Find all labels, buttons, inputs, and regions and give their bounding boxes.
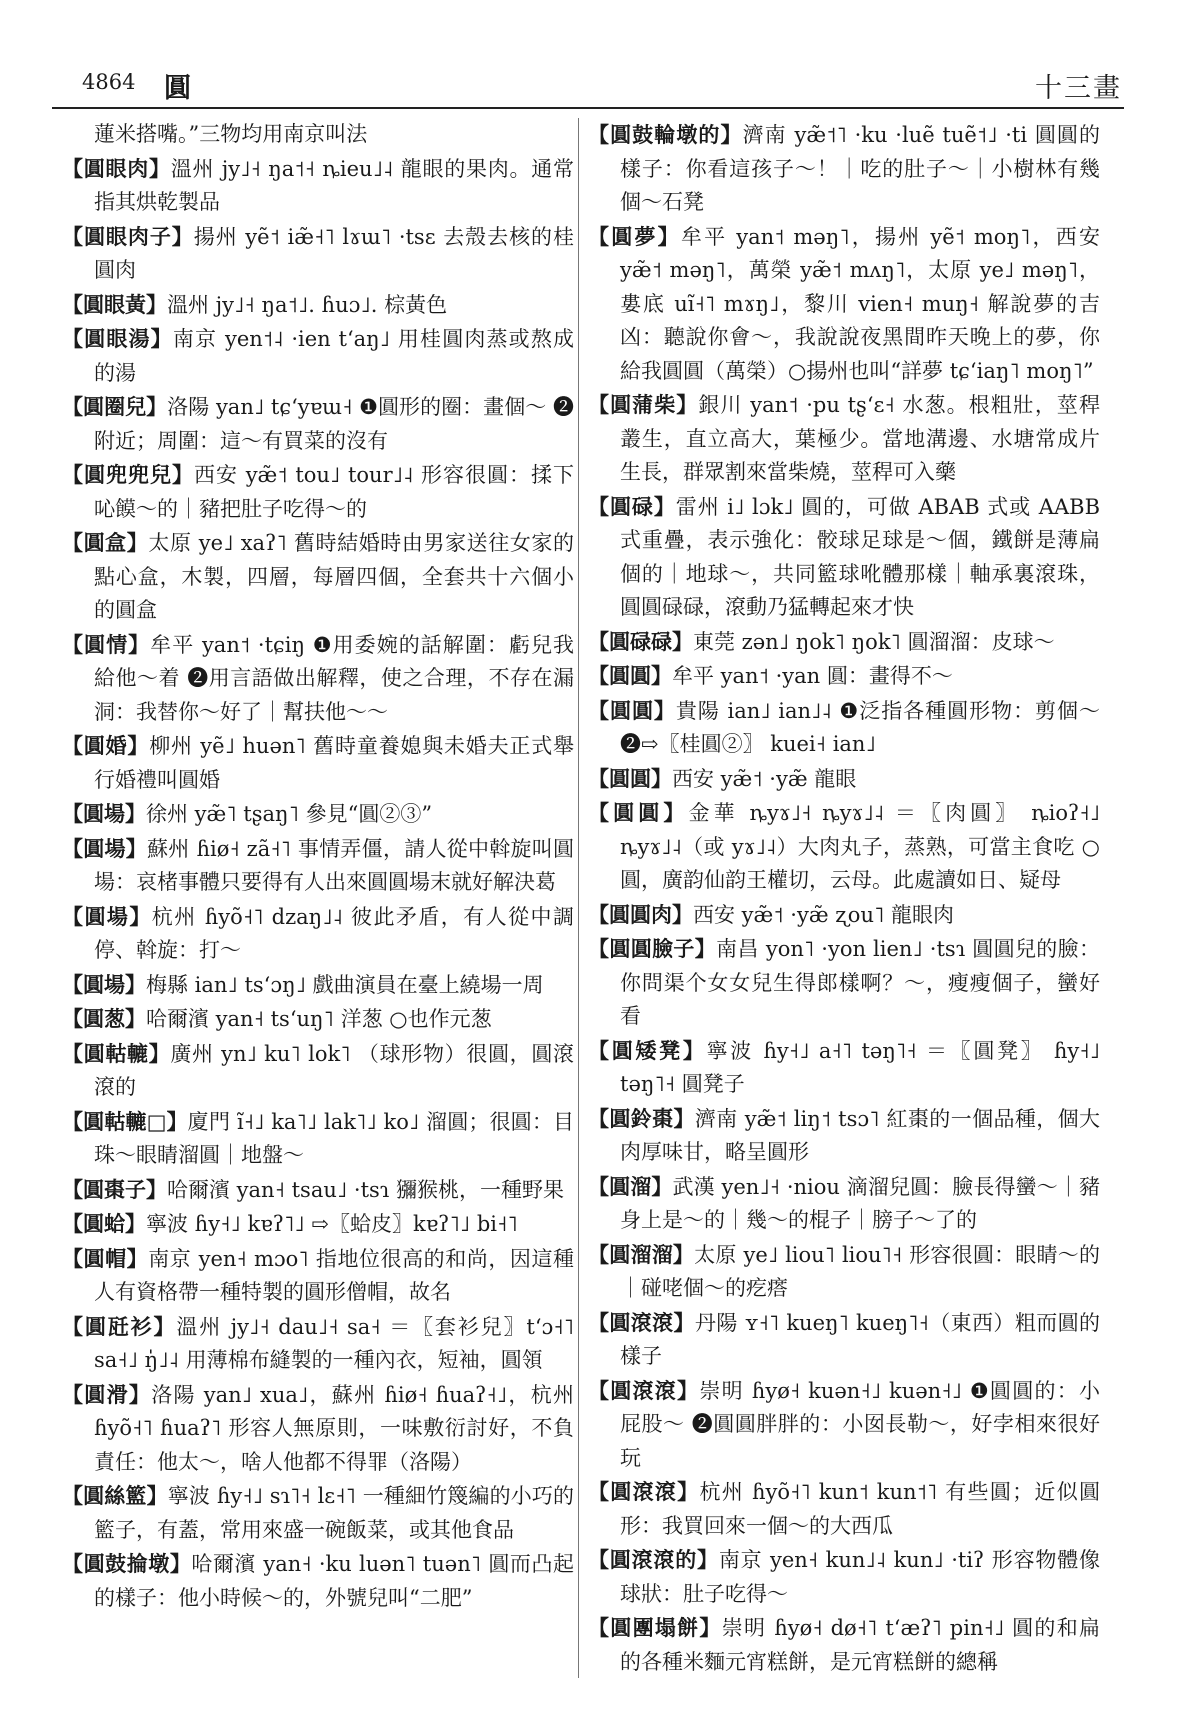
entry-text: 柳州 yẽ˩ huən˥ 舊時童養媳與未婚夫正式舉行婚禮叫圓婚 <box>94 734 574 792</box>
entry-text: 南京 yen˧ kun˩˨ kun˩ ·tiʔ 形容物體像球狀：肚子吃得～ <box>620 1548 1100 1606</box>
entry-headword: 【圓滾滾】 <box>588 1377 700 1403</box>
entry-text: 蓮米搭嘴。”三物均用南京叫法 <box>94 122 368 146</box>
dictionary-entry <box>588 1611 1100 1678</box>
entry-text: 哈爾濱 yan˧ tsau˩ ·tsɿ 獼猴桃，一種野果 <box>167 1177 564 1202</box>
dictionary-entry <box>588 1374 1100 1476</box>
dictionary-entry <box>62 1105 574 1173</box>
entry-text: 徐州 yæ̃˥ tʂaŋ˥ 參見“圓②③” <box>146 802 433 826</box>
entry-text: 溫州 jy˩˧ ŋa˦˧ ȵieu˩˨ 龍眼的果肉。通常指其烘乾製品 <box>94 156 574 214</box>
entry-headword: 【圓碌碌】 <box>588 628 693 654</box>
dictionary-entry <box>62 458 574 526</box>
entry-text: 貴陽 ian˩ ian˩˨ ❶泛指各種圓形物：剪個～ ❷⇨〖桂圓②〗 kuei˧ ian˩ <box>620 698 1100 756</box>
entry-headword: 【圓眼湯】 <box>62 326 173 351</box>
entry-text: 哈爾濱 yan˧ ·ku luən˥ tuən˥ 圓而凸起的樣子：他小時候～的，外號兒叫“二肥” <box>94 1552 574 1610</box>
entry-text: 武漢 yen˩˧ ·niou 滴溜兒圓：臉長得蠻～｜豬身上是～的｜幾～的棍子｜膀子～了的 <box>620 1174 1100 1232</box>
entry-text: 牟平 yan˦ ·tɕiŋ ❶用委婉的話解圍：虧兒我給他～着 ❷用言語做出解釋，使之合理，不存在漏洞：我替你～好了｜幫扶他～～ <box>94 632 574 724</box>
entry-text: 濟南 yæ̃˦˥ ·ku ·luẽ tuẽ˦˩ ·ti 圓圓的樣子：你看這孩子～！｜吃的肚子～｜小樹林有幾個～石凳 <box>620 123 1100 214</box>
dictionary-entry <box>588 659 1100 694</box>
entry-headword: 【圓婚】 <box>62 733 150 758</box>
entry-headword: 【圓溜溜】 <box>588 1241 695 1267</box>
entry-headword: 【圓夢】 <box>588 223 681 249</box>
dictionary-entry <box>588 1034 1100 1102</box>
entry-text: 西安 yæ̃˦ ·yæ̃ 龍眼 <box>672 766 857 791</box>
dictionary-entry <box>588 1170 1100 1238</box>
entry-headword: 【圓葱】 <box>62 1006 146 1031</box>
dictionary-entry <box>62 628 574 730</box>
entry-headword: 【圓場】 <box>62 903 152 929</box>
entry-headword: 【圓場】 <box>62 835 148 861</box>
entry-text: 哈爾濱 yan˧ tsʻuŋ˥ 洋葱 ○也作元葱 <box>146 1007 492 1031</box>
entry-headword: 【圓圓】 <box>588 800 689 825</box>
column-divider <box>578 118 579 1678</box>
entry-text: 東莞 zən˩ ŋok˥ ŋok˥ 圓溜溜：皮球～ <box>693 629 1055 654</box>
dictionary-entry <box>62 1242 574 1310</box>
dictionary-entry <box>588 762 1100 797</box>
entry-headword: 【圓滾滾的】 <box>588 1547 719 1572</box>
dictionary-entry <box>588 220 1100 389</box>
entry-text: 丹陽 ʏ˧˥ kueŋ˥ kueŋ˥˧（東西）粗而圓的樣子 <box>620 1310 1100 1368</box>
dictionary-entry <box>588 1238 1100 1306</box>
entry-text: 廈門 ĩ˧˩ ka˥˩ lak˥˩ ko˩ 溜圓；很圓：目珠～眼睛溜圓｜地盤～ <box>94 1109 574 1167</box>
left-column <box>62 118 574 1678</box>
entry-headword: 【圓滾滾】 <box>588 1309 695 1335</box>
entry-headword: 【圓矮凳】 <box>588 1037 707 1063</box>
entry-text: 金華 ȵyɤ˩˧ ȵyɤ˩˨ ＝〖肉圓〗 ȵioʔ˧˩ ȵyɤ˩˨（或 yɤ˩˨）大肉丸子，蒸熟，可當主食吃 ○圓，廣韵仙韵王權切，云母。此處讀如日、疑母 <box>620 801 1100 892</box>
entry-headword: 【圓碌】 <box>588 493 676 519</box>
dictionary-entry <box>62 1207 574 1242</box>
entry-headword: 【圓絲籃】 <box>62 1483 168 1508</box>
entry-text: 廣州 yn˩ ku˥ lok˥ （球形物）很圓，圓滾滾的 <box>94 1041 574 1099</box>
entry-headword: 【圓眼肉子】 <box>62 223 194 249</box>
dictionary-entry <box>588 694 1100 762</box>
entry-text: 揚州 yẽ˦ iæ̃˧˥ lɤɯ˥ ·tsɛ 去殼去核的桂圓肉 <box>94 224 574 282</box>
entry-headword: 【圓滾滾】 <box>588 1479 700 1504</box>
dictionary-entry <box>588 796 1100 898</box>
entry-headword: 【圓眼肉】 <box>62 155 171 181</box>
dictionary-entry <box>62 1547 574 1615</box>
dictionary-entry <box>588 118 1100 220</box>
entry-headword: 【圓圓】 <box>588 765 672 791</box>
entry-text: 寧波 ɦy˧˩ kɐʔ˥˩ ⇨〖蛤皮〗kɐʔ˥˩ bi˧˥ <box>146 1212 518 1236</box>
dictionary-entry <box>62 1173 574 1208</box>
entry-continuation <box>62 118 574 152</box>
entry-headword: 【圓蛤】 <box>62 1211 146 1236</box>
entry-text: 洛陽 yan˩ tɕʻyɐɯ˧ ❶圓形的圈：畫個～ ❷附近；周圍：這～有買菜的沒有 <box>94 395 574 453</box>
entry-headword: 【圓眼黃】 <box>62 291 167 317</box>
entry-headword: 【圓帽】 <box>62 1245 149 1271</box>
dictionary-entry <box>62 288 574 323</box>
entry-text: 蘇州 ɦiø˧ zã˧˥ 事情弄僵，請人從中斡旋叫圓場：哀楮事體只要得有人出來圓圓場末就好解決葛 <box>94 836 574 894</box>
dictionary-entry <box>588 1306 1100 1374</box>
entry-text: 南昌 yon˥ ·yon lien˩ ·tsɿ 圓圓兒的臉：你問渠个女女兒生得郎樣啊？～，瘦瘦個子，蠻好看 <box>620 937 1100 1028</box>
entry-headword: 【圓情】 <box>62 631 151 657</box>
dictionary-entry <box>588 1543 1100 1611</box>
entry-text: 崇明 ɦyø˧ dø˧˥ t‘æʔ˥ pin˧˩ 圓的和扁的各種米麵元宵糕餅，是元宵糕餅的總稱 <box>620 1616 1100 1674</box>
page-header <box>82 62 1122 106</box>
dictionary-entry <box>62 729 574 797</box>
entry-text: 牟平 yan˦ məŋ˥，揚州 yẽ˦ moŋ˥，西安 yæ̃˦ məŋ˥，萬榮 yæ̃˦ mʌŋ˥，太原 ye˩ məŋ˥，婁底 uĩ˧˥ mɤŋ˩，黎川 vien˧ muŋ˧ 解說夢的吉凶：聽說你會～，我說說夜黑間昨天晚上的夢，你給我圓圓（萬榮）○揚州也叫“詳夢 tɕʻiaŋ˥ moŋ˥” <box>620 224 1100 383</box>
entry-text: 寧波 ɦy˧˩ sɿ˥˧ lɛ˧˥ 一種細竹篾編的小巧的籃子，有蓋，常用來盛一碗飯菜，或其他食品 <box>94 1484 574 1542</box>
entry-text: 太原 ye˩ liou˥ liou˥˧ 形容很圓：眼睛～的｜碰咾個～的疙瘩 <box>620 1242 1100 1300</box>
entry-headword: 【圓軲轆】 <box>62 1040 171 1066</box>
entry-text: 銀川 yan˦ ·pu tʂʻɛ˧ 水葱。根粗壯，莖稈叢生，直立高大，葉極少。當地溝邊、水塘常成片生長，群眾割來當柴燒，莖稈可入藥 <box>620 393 1100 484</box>
entry-text: 崇明 ɦyø˧ kuən˧˩ kuən˧˩ ❶圓圓的：小屁股～ ❷圓圓胖胖的：小囡長勒～，好孛相來很好玩 <box>620 1378 1100 1470</box>
dictionary-entry <box>62 832 574 900</box>
entry-headword: 【圓盒】 <box>62 530 149 555</box>
entry-headword: 【圓鈴棗】 <box>588 1105 695 1131</box>
entry-text: 牟平 yan˦ ·yan 圓：畫得不～ <box>672 664 953 688</box>
dictionary-entry <box>62 390 574 458</box>
header-rule <box>52 107 1124 109</box>
entry-headword: 【圓軲轆□】 <box>62 1108 188 1134</box>
entry-text: 洛陽 yan˩ xua˩，蘇州 ɦiø˧ ɦuaʔ˧˩，杭州 ɦyõ˧˥ ɦuaʔ˥ 形容人無原則，一味敷衍討好，不負責任：他太～，啥人他都不得罪（洛陽） <box>94 1382 574 1474</box>
dictionary-entry <box>62 220 574 288</box>
dictionary-entry <box>588 490 1100 625</box>
entry-headword: 【圓圓肉】 <box>588 901 693 927</box>
entry-text: 雷州 i˩ lɔk˩ 圓的，可做 ABAB 式或 AABB 式重疊，表示強化：骹球足球是～個，鐵餅是薄扁個的｜地球～，共同籃球吪體那樣｜軸承裏滾珠，圓圓碌碌，滾動乃猛轉起來才快 <box>620 494 1100 619</box>
entry-headword: 【圓圓臉子】 <box>588 936 717 961</box>
entry-headword: 【圓瓩衫】 <box>62 1313 177 1339</box>
entry-headword: 【圓圓】 <box>588 663 672 688</box>
entry-text: 太原 ye˩ xaʔ˥ 舊時結婚時由男家送往女家的點心盒，木製，四層，每層四個，全套共十六個小的圓盒 <box>94 531 574 622</box>
dictionary-entry <box>588 1475 1100 1543</box>
dictionary-entry <box>588 388 1100 490</box>
dictionary-entry <box>62 526 574 628</box>
page-number: 4864 <box>82 70 136 94</box>
section-label: 十三畫 <box>1035 73 1122 104</box>
dictionary-entry <box>62 968 574 1003</box>
entry-headword: 【圓圓】 <box>588 697 676 723</box>
dictionary-entry <box>62 1378 574 1480</box>
entry-text: 寧波 ɦy˧˩ a˧˥ təŋ˥˧ ＝〖圓凳〗 ɦy˧˩ təŋ˥˧ 圓凳子 <box>620 1038 1100 1096</box>
entry-text: 西安 yæ̃˦ tou˩ tour˩˨ 形容很圓：揉下吣饃～的｜豬把肚子吃得～的 <box>94 463 574 521</box>
entry-headword: 【圓蒲柴】 <box>588 392 699 417</box>
right-column <box>588 118 1100 1678</box>
entry-headword: 【圓滑】 <box>62 1381 152 1407</box>
entry-headword: 【圓場】 <box>62 971 146 997</box>
entry-headword: 【圓圈兒】 <box>62 394 168 419</box>
entry-text: 杭州 ɦyõ˧˥ kun˦ kun˦˥ 有些圓；近似圓形：我買回來一個～的大西瓜 <box>620 1480 1100 1538</box>
dictionary-entry <box>62 1037 574 1105</box>
entry-text: 溫州 jy˩˧ dau˩˧ sa˧ ＝〖套衫兒〗t‘ɔ˧˥ sa˧˩ ŋ̍˩˨ 用薄棉布縫製的一種內衣，短袖，圓領 <box>94 1314 574 1372</box>
dictionary-entry <box>62 1310 574 1378</box>
head-character: 圓 <box>164 73 191 104</box>
dictionary-entry <box>588 625 1100 660</box>
entry-headword: 【圓棗子】 <box>62 1176 167 1202</box>
dictionary-entry <box>62 797 574 832</box>
entry-text: 西安 yæ̃˦ ·yæ̃ ʐou˥ 龍眼肉 <box>693 902 955 927</box>
entry-headword: 【圓團塌餅】 <box>588 1615 722 1640</box>
entry-headword: 【圓鼓掄墩】 <box>62 1551 192 1576</box>
entry-headword: 【圓鼓輪墩的】 <box>588 122 743 147</box>
dictionary-entry <box>588 1102 1100 1170</box>
dictionary-entry <box>62 1002 574 1037</box>
entry-text: 濟南 yæ̃˦ liŋ˦ tsɔ˥ 紅棗的一個品種，個大肉厚味甘，略呈圓形 <box>620 1106 1100 1164</box>
entry-text: 杭州 ɦyõ˧˥ dzaŋ˩˨ 彼此矛盾，有人從中調停、斡旋：打～ <box>94 904 574 962</box>
entry-text: 溫州 jy˩˧ ŋa˦˩. ɦuɔ˩. 棕黃色 <box>167 292 448 317</box>
dictionary-entry <box>62 1479 574 1547</box>
dictionary-entry <box>588 932 1100 1034</box>
dictionary-entry <box>62 152 574 220</box>
entry-headword: 【圓溜】 <box>588 1173 673 1199</box>
dictionary-entry <box>588 898 1100 933</box>
dictionary-entry <box>62 322 574 390</box>
entry-headword: 【圓場】 <box>62 801 146 826</box>
entry-text: 梅縣 ian˩ tsʻɔŋ˩ 戲曲演員在臺上繞場一周 <box>146 972 544 997</box>
dictionary-entry <box>62 900 574 968</box>
entry-text: 南京 yen˧ mɔo˥ 指地位很高的和尚，因這種人有資格帶一種特製的圓形僧帽，故名 <box>94 1246 574 1304</box>
entry-headword: 【圓兜兜兒】 <box>62 462 195 487</box>
entry-text: 南京 yen˦˨ ·ien t‘aŋ˩ 用桂圓肉蒸或熬成的湯 <box>94 327 574 385</box>
